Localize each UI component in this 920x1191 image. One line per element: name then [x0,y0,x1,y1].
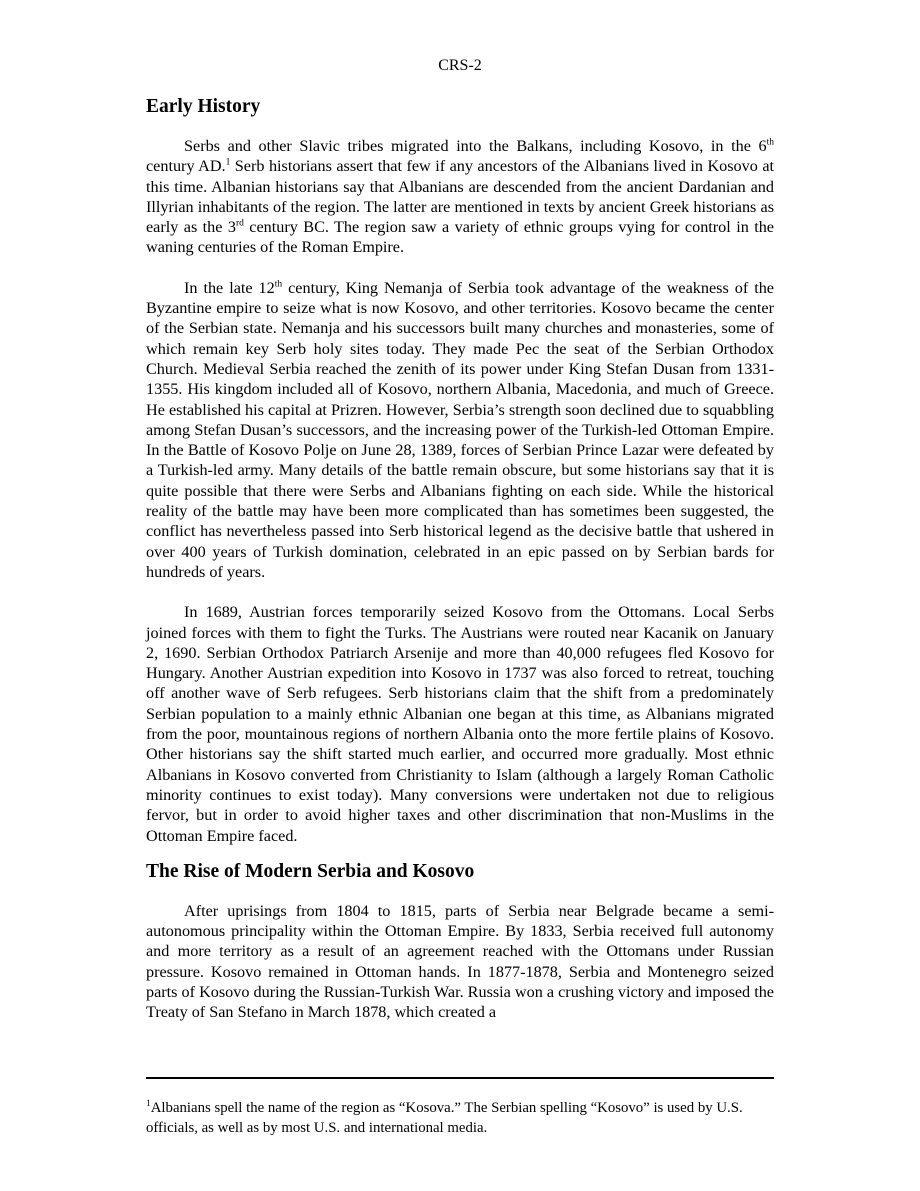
text-segment: Serb historians assert that few if any ancestors of the Albanians lived in Kosovo at this time. Albanian historians say that Albanians are descended from the ancient Dardanian and Illyrian inhabitants of the region. The latter are mentioned in texts by ancient Greek historians as early as the 3 [146,157,775,237]
document-body [146,94,774,1023]
section-heading-early-history: Early History [146,96,261,117]
footnote-reference[interactable]: 1 [225,157,231,168]
text-segment: century BC. The region saw a variety of ethnic groups vying for control in the waning centuries of the Roman Empire. [146,218,774,257]
paragraph-early-history-2 [146,278,774,582]
footnote-text: Albanians spell the name of the region as “Kosova.” The Serbian spelling “Kosovo” is used by U.S. officials, as well as by most U.S. and international media. [146,1100,743,1136]
footnote-marker: 1 [146,1099,151,1110]
page-header: CRS-2 [438,57,482,74]
superscript-ordinal: th [274,279,283,290]
paragraph-rise-of-modern-serbia-1: After uprisings from 1804 to 1815, parts of Serbia near Belgrade became a semi-autonomous principality within the Ottoman Empire. By 1833, Serbia received full autonomy and more territory as a result of an agreement reached with the Ottomans under Russian pressure. Kosovo remained in Ottoman hands. In 1877-1878, Serbia and Montenegro seized parts of Kosovo during the Russian-Turkish War. Russia won a crushing victory and imposed the Treaty of San Stefano in March 1878, which created a [146,901,774,1022]
superscript-ordinal: th [766,137,774,148]
text-segment: century AD. [146,157,226,176]
superscript-ordinal: rd [235,218,244,229]
paragraph-early-history-3: In 1689, Austrian forces temporarily seized Kosovo from the Ottomans. Local Serbs joined forces with them to fight the Turks. The Austrians were routed near Kacanik on January 2, 1690. Serbian Orthodox Patriarch Arsenije and more than 40,000 refugees fled Kosovo for Hungary. Another Austrian expedition into Kosovo in 1737 was also forced to retreat, touching off another wave of Serb refugees. Serb historians claim that the shift from a predominately Serbian population to a mainly ethnic Albanian one began at this time, as Albanians migrated from the poor, mountainous regions of northern Albania onto the more fertile plains of Kosovo. Other historians say the shift started much earlier, and occurred more gradually. Most ethnic Albanians in Kosovo converted from Christianity to Islam (although a largely Roman Catholic minority continues to exist today). Many conversions were undertaken not due to religious fervor, but in order to avoid higher taxes and other discrimination that non-Muslims in the Ottoman Empire faced. [146,603,774,845]
text-segment: century, King Nemanja of Serbia took advantage of the weakness of the Byzantine empire to seize what is now Kosovo, and other territories. Kosovo became the center of the Serbian state. Nemanja and his successors built many churches and monasteries, some of which remain key Serb holy sites today. They made Pec the seat of the Serbian Orthodox Church. Medieval Serbia reached the zenith of its power under King Stefan Dusan from 1331-1355. His kingdom included all of Kosovo, northern Albania, Macedonia, and much of Greece. He established his capital at Prizren. However, Serbia’s strength soon declined due to squabbling among Stefan Dusan’s successors, and the increasing power of the Turkish-led Ottoman Empire. In the Battle of Kosovo Polje on June 28, 1389, forces of Serbian Prince Lazar were defeated by a Turkish-led army. Many details of the battle remain obscure, but some historians say that it is quite possible that there were Serbs and Albanians fighting on each side. While the historical reality of the battle may have been more complicated than has sometimes been suggested, the conflict has nevertheless passed into Serb historical legend as the decisive battle that ushered in over 400 years of Turkish domination, celebrated in an epic passed on by Serbian bards for hundreds of years. [146,278,774,581]
text-segment: Serbs and other Slavic tribes migrated into the Balkans, including Kosovo, in the 6 [184,137,767,155]
text-segment: In the late 12 [184,278,275,297]
paragraph-early-history-1 [146,136,774,258]
footnote-separator [146,1077,774,1079]
section-heading-rise-of-modern-serbia: The Rise of Modern Serbia and Kosovo [146,860,475,882]
footnote [146,1098,774,1138]
